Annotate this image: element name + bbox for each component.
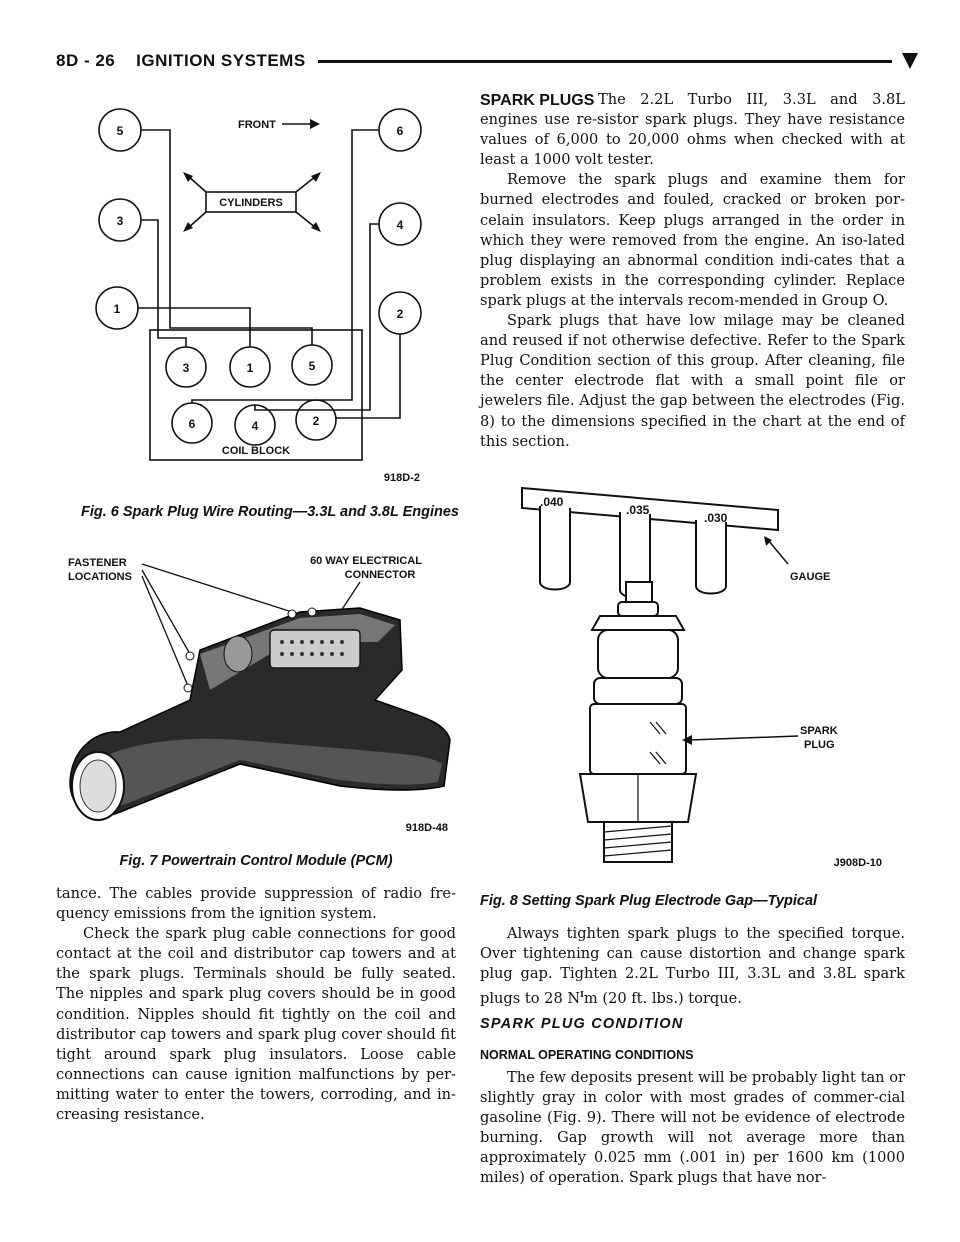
gauge-loop [540, 506, 570, 590]
fig6-wire-routing-diagram [80, 100, 460, 500]
plug-number: 2 [396, 307, 404, 321]
fastener-bolt [186, 652, 194, 660]
paragraph: The few deposits present will be probably light tan or slightly gray in color with most grades of commer-cial gasoline (Fig. 9). There will not be evidence of electrode burning. Gap growth will not average more than approximately 0.025 mm (.001 in) per 1600 km (1000 miles) of operation. Spark plugs that have nor- [480, 1069, 905, 1187]
coil-number: 6 [188, 417, 196, 431]
pcm-port [224, 636, 252, 672]
coil-number: 4 [251, 419, 259, 433]
fig8-caption: Fig. 8 Setting Spark Plug Electrode Gap—Typical [480, 893, 818, 909]
fastener-bolt [184, 684, 192, 692]
front-arrow-icon [310, 119, 320, 129]
coil-block-label: COIL BLOCK [221, 445, 291, 457]
gauge-value: .040 [540, 495, 564, 509]
fig6-caption: Fig. 6 Spark Plug Wire Routing—3.3L and 3.8L Engines [80, 504, 459, 520]
connector-label-line1: 60 WAY ELECTRICAL [310, 555, 422, 567]
gauge-label: GAUGE [790, 571, 831, 583]
page-header [56, 48, 922, 74]
leader-line [142, 570, 190, 654]
paragraph: Remove the spark plugs and examine them for burned electrodes and fouled, cracked or broken por-celain insulators. Keep plugs arranged in the order in which they were removed from the engine. An iso-lated plug displaying an abnormal condition indi-cates that a problem exists in the corresponding cylinder. Replace spark plugs at the intervals recom-mended in Group O. [480, 171, 905, 309]
front-label: FRONT [238, 119, 276, 131]
leader-line [142, 576, 188, 686]
fastener-label-line1: FASTENER [68, 557, 127, 569]
gauge-value: .030 [704, 511, 728, 525]
plug-number: 1 [113, 302, 121, 316]
spark-label-line2: PLUG [804, 739, 835, 751]
right-column-text-torque [480, 924, 905, 1009]
gauge-value: .035 [626, 503, 650, 517]
coil-number: 2 [312, 414, 320, 428]
header-rule [318, 60, 892, 63]
fig7-caption: Fig. 7 Powertrain Control Module (PCM) [119, 853, 393, 869]
left-column-text [56, 884, 456, 1125]
connector-label-line2: CONNECTOR [344, 569, 416, 581]
wire-4 [255, 224, 379, 410]
wire-5 [141, 130, 312, 345]
fig7-code: 918D-48 [405, 822, 448, 834]
fastener-label-line2: LOCATIONS [68, 571, 132, 583]
gauge-loop [696, 520, 726, 594]
leader-line [142, 564, 292, 612]
cylinders-label: CYLINDERS [219, 197, 283, 209]
fig8-gap-gauge-illustration [500, 482, 900, 882]
subheading-normal-operating: NORMAL OPERATING CONDITIONS [480, 1048, 694, 1062]
paragraph: tance. The cables provide suppression of radio fre-quency emissions from the ignition system. [56, 885, 456, 923]
plug-number: 3 [116, 214, 124, 228]
paragraph: The 2.2L Turbo III, 3.3L and 3.8L engines use re-sistor spark plugs. They have resistance values of 6,000 to 20,000 ohms when checked with at least a 1000 volt tester. [480, 91, 905, 169]
section-heading-spark-plugs: SPARK PLUGS [480, 92, 595, 109]
down-triangle-icon [902, 53, 918, 69]
plug-number: 5 [116, 124, 124, 138]
fastener-bolt [288, 610, 296, 618]
fig6-code: 918D-2 [383, 472, 420, 484]
coil-number: 3 [182, 361, 190, 375]
fastener-bolt [308, 608, 316, 616]
coil-number: 1 [246, 361, 254, 375]
wire-2 [336, 334, 400, 418]
page-label: 8D - 26 IGNITION SYSTEMS [56, 51, 306, 70]
section-heading-spark-plug-condition: SPARK PLUG CONDITION [480, 1016, 684, 1032]
coil-number: 5 [308, 359, 316, 373]
wire-6 [192, 130, 379, 403]
plug-number: 6 [396, 124, 404, 138]
fig7-pcm-illustration [60, 550, 460, 840]
paragraph: Spark plugs that have low milage may be cleaned and reused if not otherwise defective. Refer to the Spark Plug Condition section of this group. After cleaning, file the center electrode flat with a small point file or jewelers file. Adjust the gap between the electrodes (Fig. 8) to the dimensions specified in the chart at the end of this section. [480, 312, 905, 450]
spark-label-line1: SPARK [800, 725, 838, 737]
paragraph: Always tighten spark plugs to the specified torque. Over tightening can cause distortion and change spark plug gap. Tighten 2.2L Turbo III, 3.3L and 3.8L spark plugs to 28 $N^Im$ (20 ft. lbs.) torque. [480, 925, 905, 1008]
fig8-code: J908D-10 [833, 857, 882, 869]
right-column-text-condition [480, 1068, 905, 1189]
right-column-text-top [480, 90, 905, 452]
paragraph: Check the spark plug cable connections for good contact at the coil and distributor cap towers and at the spark plugs. Terminals should be fully seated. The nipples and spark plug covers should be in good condition. Nipples should fit tightly on the coil and distributor cap towers and spark plug cover should fit tight around spark plug insulators. Loose cable connections can cause ignition malfunctions by per-mitting water to enter the towers, corroding, and in-creasing resistance. [56, 925, 456, 1124]
connector-60way [270, 630, 360, 668]
plug-number: 4 [396, 218, 404, 232]
middle-dot-glyph: I [580, 989, 584, 1000]
